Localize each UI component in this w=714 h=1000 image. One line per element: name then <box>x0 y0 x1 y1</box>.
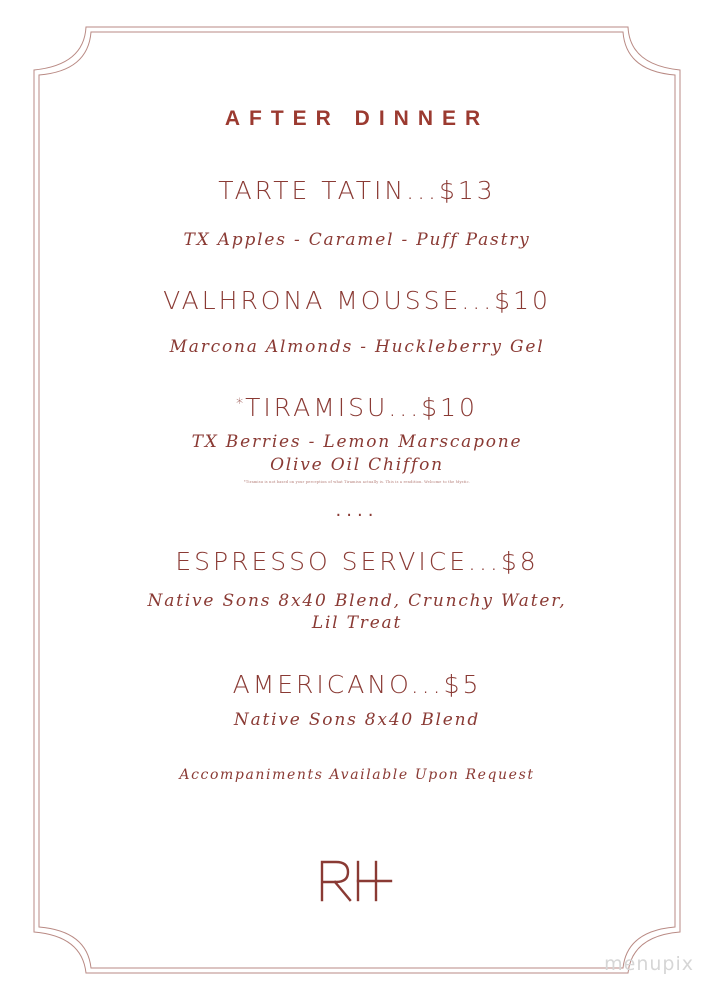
item-title-tarte-tatin: TARTE TATIN...$13 <box>218 176 496 205</box>
section-separator: .... <box>335 500 379 521</box>
tiramisu-footnote: *Tiramisu is not based on your perception of what Tiramisu actually is. This is a rendition. Welcome to the Mystic. <box>243 480 471 484</box>
item-title-americano: AMERICANO...$5 <box>232 670 482 699</box>
accompaniments-note: Accompaniments Available Upon Request <box>179 767 535 783</box>
item-desc-americano: Native Sons 8x40 Blend <box>233 710 481 730</box>
item-desc-tiramisu-line2: Olive Oil Chiffon <box>270 455 444 475</box>
item-desc-espresso-line1: Native Sons 8x40 Blend, Crunchy Water, <box>147 591 567 611</box>
rh-logo <box>318 858 394 902</box>
watermark: menupix <box>604 953 694 975</box>
asterisk-mark: * <box>236 396 246 412</box>
item-title-tiramisu <box>0 393 714 422</box>
item-desc-tarte-tatin: TX Apples - Caramel - Puff Pastry <box>183 230 531 250</box>
item-title-tiramisu-text: TIRAMISU...$10 <box>245 393 478 422</box>
item-title-espresso-service: ESPRESSO SERVICE...$8 <box>175 547 539 576</box>
menu-heading: AFTER DINNER <box>224 107 490 130</box>
item-title-valhrona-mousse: VALHRONA MOUSSE...$10 <box>163 286 551 315</box>
item-desc-valhrona-mousse: Marcona Almonds - Huckleberry Gel <box>169 337 545 357</box>
item-desc-espresso-line2: Lil Treat <box>311 613 403 633</box>
item-desc-tiramisu-line1: TX Berries - Lemon Marscapone <box>191 432 523 452</box>
